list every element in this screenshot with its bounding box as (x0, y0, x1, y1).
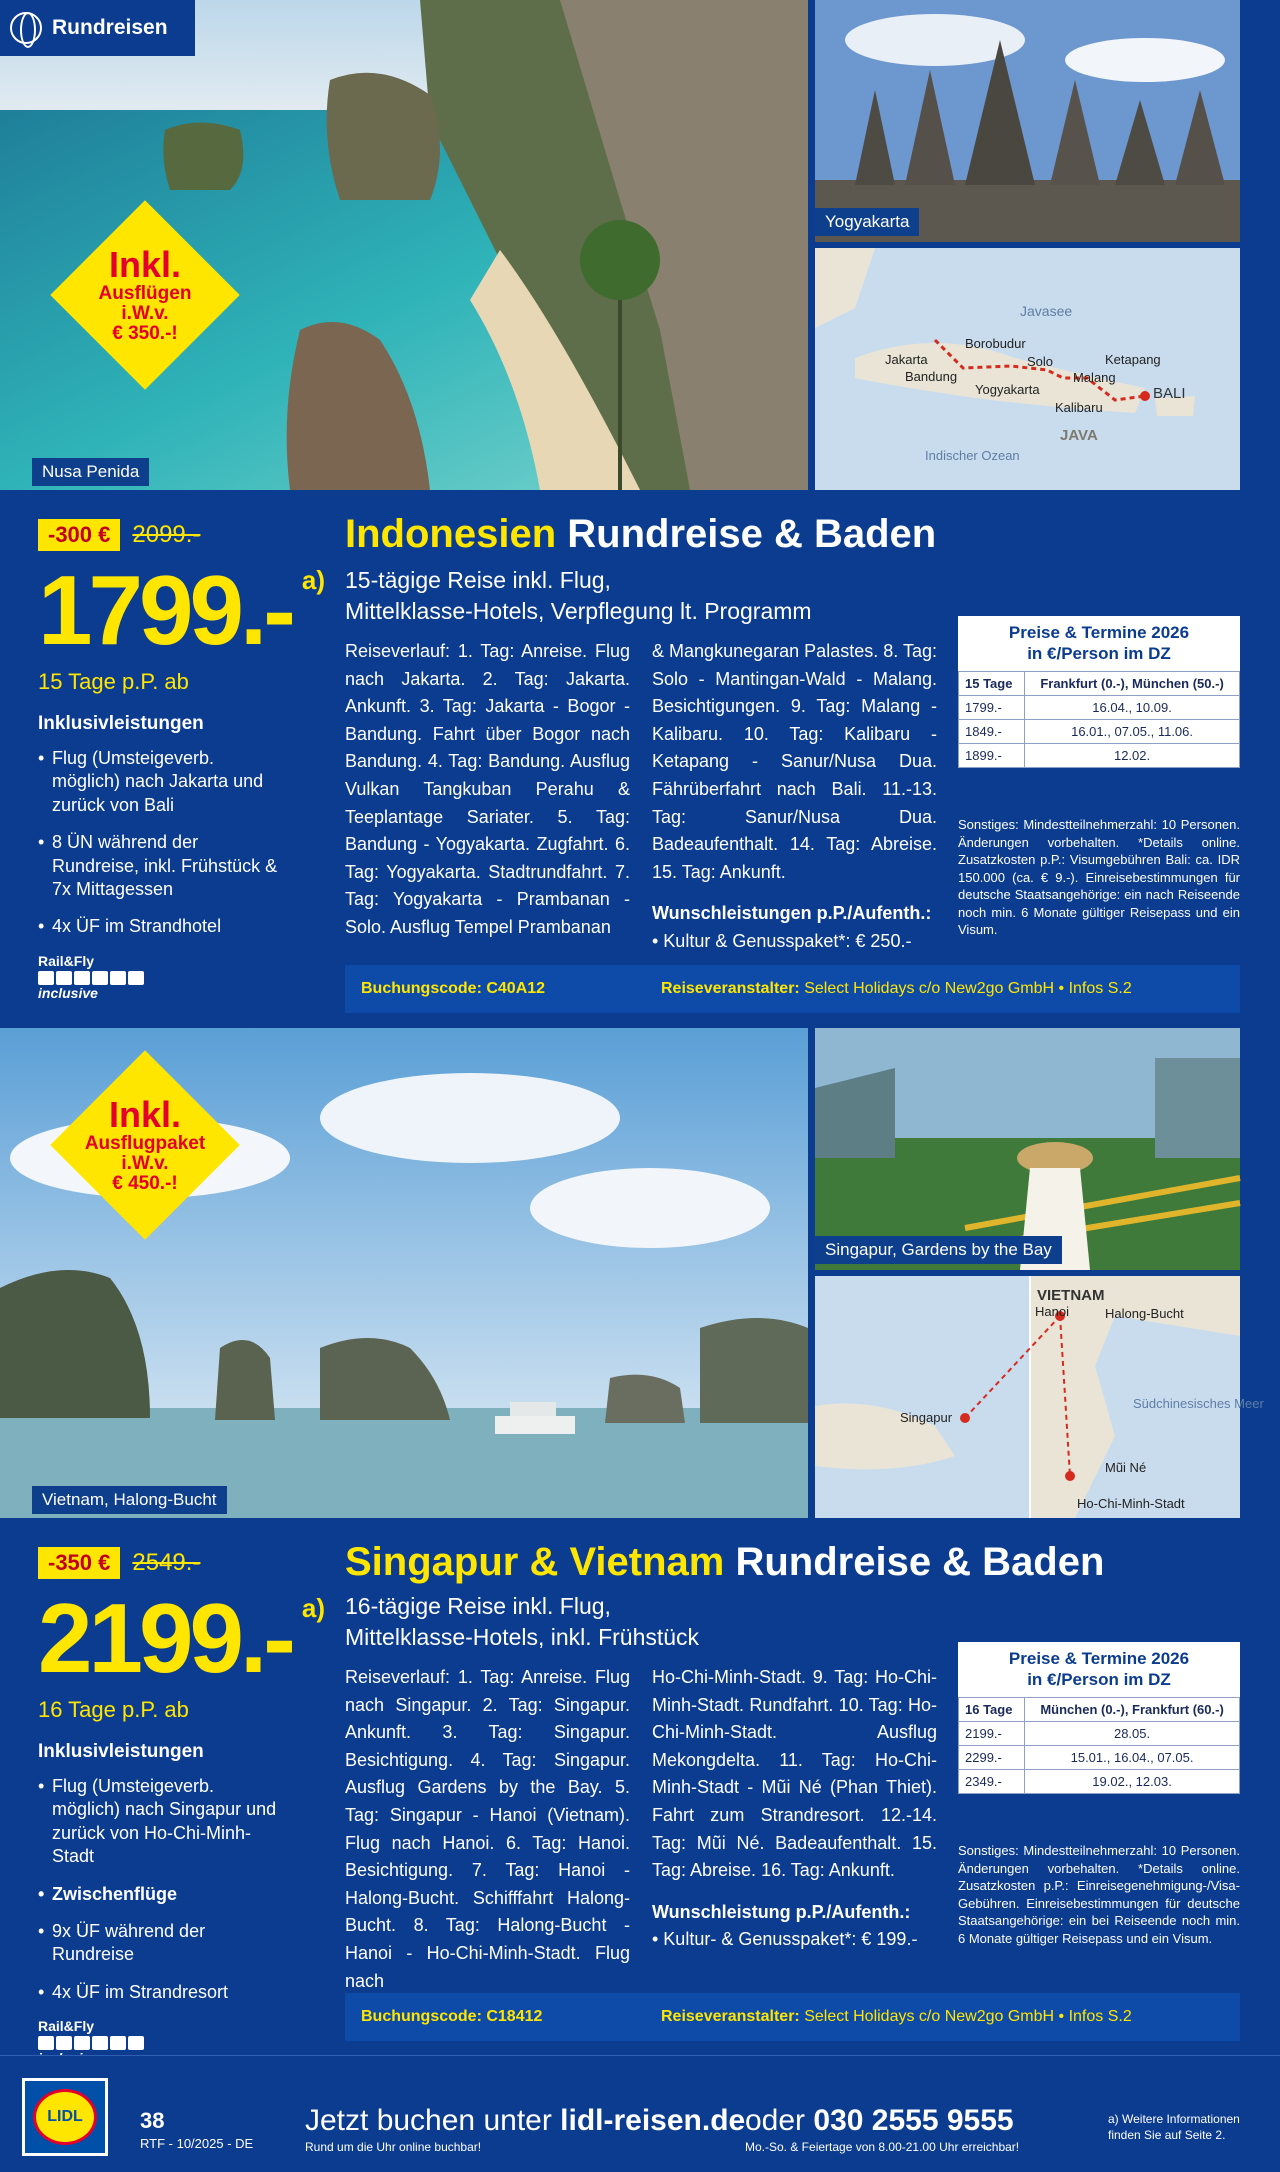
globe-icon (10, 12, 42, 44)
itinerary-column-1: Reiseverlauf: 1. Tag: Anreise. Flug nach Jakarta. 2. Tag: Jakarta. Ankunft. 3. Tag: Jakarta - Bogor - Bandung. Fahrt über Bogor nach Bandung. 4. Tag: Bandung. Ausflug Vulkan Tangkuban Perahu & Teeplantage Sariater. 5. Tag: Bandung - Yogyakarta. Zugfahrt. 6. Tag: Yogyakarta. Stadtrundfahrt. 7. Tag: Yogyakarta - Prambanan - Solo. Ausflug Tempel Prambanan (345, 641, 630, 937)
promo-badge: Inkl. Ausflugpaket i.W.v. € 450.-! (50, 1050, 240, 1240)
svg-text:Hanoi: Hanoi (1035, 1304, 1069, 1319)
inclusions-heading: Inklusivleistungen (38, 713, 204, 734)
map-label-sea: Javasee (1020, 303, 1073, 319)
footnote: a) Weitere Informationen finden Sie auf Seite 2. (1108, 2112, 1240, 2142)
list-item: • 8 ÜN während der Rundreise, inkl. Frühstück & 7x Mittagessen (38, 831, 284, 901)
svg-text:Halong-Bucht: Halong-Bucht (1105, 1306, 1184, 1321)
rail-fly-label: Rail&Fly (38, 952, 95, 969)
wish-heading: Wunschleistung p.P./Aufenth.: (652, 1901, 911, 1922)
table-row: 2299.- 15.01., 16.04., 07.05. (959, 1745, 1240, 1769)
map-label-country: VIETNAM (1037, 1287, 1105, 1304)
section-label: Rundreisen (52, 16, 168, 39)
table-row: 2199.- 28.05. (959, 1721, 1240, 1745)
list-item: • 4x ÜF im Strandhotel (38, 915, 284, 938)
svg-text:Ho-Chi-Minh-Stadt: Ho-Chi-Minh-Stadt (1077, 1496, 1185, 1511)
price-column-offer1 (0, 497, 325, 1025)
table-row: 1799.- 16.04., 10.09. (959, 695, 1240, 719)
edition-code: RTF - 10/2025 - DE (140, 2136, 254, 2151)
inclusions-list (38, 1775, 284, 2004)
route-map-java (815, 248, 1240, 490)
map-label-bali: BALI (1153, 385, 1186, 402)
lidl-logo[interactable]: LIDL (22, 2078, 108, 2156)
hero-caption: Vietnam, Halong-Bucht (32, 1486, 227, 1514)
notes: Sonstiges: Mindestteilnehmerzahl: 10 Personen. Änderungen vorbehalten. *Details online. Zusatzkosten p.P.: Visumgebühren Bali: ca. IDR 150.000 (ca. € 9.-). Einreisebestimmungen für deutsche Staatsangehörige: ein nach Reiseende noch min. 6 Monate gültiger Reisepass und ein Visum. (958, 817, 1240, 938)
map-label-sea: Südchinesisches Meer (1133, 1396, 1264, 1411)
booking-bar: Buchungscode: C40A12 Reiseveranstalter: Select Holidays c/o New2go GmbH • Infos S.2 (345, 965, 1240, 1013)
list-item: • 9x ÜF während der Rundreise (38, 1920, 284, 1967)
svg-text:Ketapang: Ketapang (1105, 352, 1161, 367)
rail-fly-inclusive: inclusive (38, 984, 98, 1001)
list-item: • 4x ÜF im Strandresort (38, 1981, 284, 2004)
svg-text:Singapur: Singapur (900, 1410, 953, 1425)
offer-title: Indonesien Rundreise & Baden (345, 512, 937, 556)
price-duration: 16 Tage p.P. ab (38, 1697, 189, 1722)
discount-badge: -350 € (38, 1547, 120, 1579)
side-image-yogyakarta (815, 0, 1240, 242)
footer (0, 2055, 1280, 2172)
itinerary-column-2: & Mangkunegaran Palastes. 8. Tag: Solo - Mantingan-Wald - Malang. Besichtigungen. 9. Tag: Malang - Kalibaru. 10. Tag: Kalibaru - Ketapang - Sanur/Nusa Dua. Fährüberfahrt nach Bali. 11.-13. Tag: Sanur/Nusa Dua. Badeaufenthalt. 14. Tag: Abreise. 15. Tag: Ankunft. Wunschleistungen p.P./Aufenth.: • Kultur & Genusspaket*: € 250.- (652, 638, 937, 956)
rail-fly-label: Rail&Fly (38, 2018, 95, 2035)
svg-text:Borobudur: Borobudur (965, 336, 1026, 351)
svg-text:Jakarta: Jakarta (885, 352, 928, 367)
page-number: 38 (140, 2108, 165, 2133)
price-duration: 15 Tage p.P. ab (38, 669, 189, 694)
booking-phone-note: Mo.-So. & Feiertage von 8.00-21.00 Uhr erreichbar! (745, 2140, 1020, 2154)
side-caption: Yogyakarta (815, 208, 919, 236)
map-label-island: JAVA (1060, 427, 1098, 444)
table-row: 1849.- 16.01., 07.05., 11.06. (959, 719, 1240, 743)
svg-text:Kalibaru: Kalibaru (1055, 400, 1103, 415)
offer-subtitle: 16-tägige Reise inkl. Flug, Mittelklasse-Hotels, inkl. Frühstück (345, 1593, 700, 1651)
svg-text:Yogyakarta: Yogyakarta (975, 382, 1040, 397)
hero-caption: Nusa Penida (32, 458, 149, 486)
old-price: 2549.- (132, 1549, 201, 1576)
wish-item: • Kultur & Genusspaket*: € 250.- (652, 930, 912, 951)
rail-fly-icons (38, 2036, 284, 2050)
itinerary-column-2: Ho-Chi-Minh-Stadt. 9. Tag: Ho-Chi-Minh-Stadt. Rundfahrt. 10. Tag: Ho-Chi-Minh-Stadt. Ausflug Mekongdelta. 11. Tag: Ho-Chi-Minh-Stadt - Mũi Né (Phan Thiet). Fahrt zum Strandresort. 12.-14. Tag: Mũi Né. Badeaufenthalt. 15. Tag: Abreise. 16. Tag: Ankunft. Wunschleistung p.P./Aufenth.: • Kultur- & Genusspaket*: € 199.- (652, 1664, 937, 1954)
wish-heading: Wunschleistungen p.P./Aufenth.: (652, 903, 932, 924)
price-table: Preise & Termine 2026 in €/Person im DZ 15 Tage Frankfurt (0.-), München (50.-) 1799.- 16.04., 10.09. 1849.- 16.01., 07.05., 11.06. 1899.- 12.02. (958, 616, 1240, 768)
booking-code: Buchungscode: C18412 (361, 2008, 543, 2025)
list-item: • Zwischenflüge (38, 1883, 284, 1906)
booking-url[interactable]: Jetzt buchen unter lidl-reisen.de (305, 2104, 746, 2137)
inclusions-heading: Inklusivleistungen (38, 1741, 204, 1762)
old-price: 2099.- (132, 521, 201, 548)
offer-subtitle: 15-tägige Reise inkl. Flug, Mittelklasse-Hotels, Verpflegung lt. Programm (345, 567, 812, 625)
side-image-singapore (815, 1028, 1240, 1270)
wish-item: • Kultur- & Genusspaket*: € 199.- (652, 1929, 918, 1950)
svg-text:Solo: Solo (1027, 354, 1054, 369)
price-table: Preise & Termine 2026 in €/Person im DZ 16 Tage München (0.-), Frankfurt (60.-) 2199.- 28.05. 2299.- 15.01., 16.04., 07.05. 2349.- 19.02., 12.03. (958, 1642, 1240, 1794)
section-tab (0, 0, 195, 56)
notes: Sonstiges: Mindestteilnehmerzahl: 10 Personen. Änderungen vorbehalten. *Details online. Zusatzkosten p.P.: Einreisegenehmigung-/Visa-Gebühren. Einreisebestimmungen für deutsche Staatsangehörige: ein bei Reiseende noch min. 6 Monate gültiger Reisepass und ein Visum. (958, 1843, 1240, 1946)
discount-badge: -300 € (38, 519, 120, 551)
offer-title: Singapur & Vietnam Rundreise & Baden (345, 1540, 1105, 1584)
table-row: 2349.- 19.02., 12.03. (959, 1769, 1240, 1793)
inclusions-list (38, 747, 284, 939)
route-map-vietnam (815, 1276, 1264, 1518)
map-label-ocean: Indischer Ozean (925, 448, 1020, 463)
rail-fly-icons (38, 971, 284, 985)
side-caption: Singapur, Gardens by the Bay (815, 1236, 1062, 1264)
price: 2199.- $^{a)}$ (38, 1583, 325, 1693)
booking-code: Buchungscode: C40A12 (361, 980, 546, 997)
booking-bar: Buchungscode: C18412 Reiseveranstalter: Select Holidays c/o New2go GmbH • Infos S.2 (345, 1993, 1240, 2041)
promo-badge: Inkl. Ausflügen i.W.v. € 350.-! (50, 200, 240, 390)
booking-phone[interactable]: oder 030 2555 9555 (745, 2104, 1014, 2137)
list-item: • Flug (Umsteigeverb. möglich) nach Singapur und zurück von Ho-Chi-Minh-Stadt (38, 1775, 284, 1869)
list-item: • Flug (Umsteigeverb. möglich) nach Jakarta und zurück von Bali (38, 747, 284, 817)
svg-text:Mũi Né: Mũi Né (1105, 1460, 1147, 1475)
price: 1799.- $^{a)}$ (38, 555, 325, 665)
svg-text:Malang: Malang (1073, 370, 1116, 385)
table-row: 1899.- 12.02. (959, 743, 1240, 767)
price-column-offer2 (0, 1525, 325, 2051)
svg-text:Bandung: Bandung (905, 369, 958, 384)
itinerary-column-1: Reiseverlauf: 1. Tag: Anreise. Flug nach Singapur. 2. Tag: Singapur. Ankunft. 3. Tag: Singapur. Besichtigung. 4. Tag: Singapur. Ausflug Gardens by the Bay. 5. Tag: Singapur - Hanoi (Vietnam). Flug nach Hanoi. 6. Tag: Hanoi. Besichtigung. 7. Tag: Hanoi - Halong-Bucht. Schifffahrt Halong-Bucht. 8. Tag: Halong-Bucht - Hanoi - Ho-Chi-Minh-Stadt. Flug nach (345, 1667, 630, 1991)
booking-url-note: Rund um die Uhr online buchbar! (305, 2140, 482, 2154)
